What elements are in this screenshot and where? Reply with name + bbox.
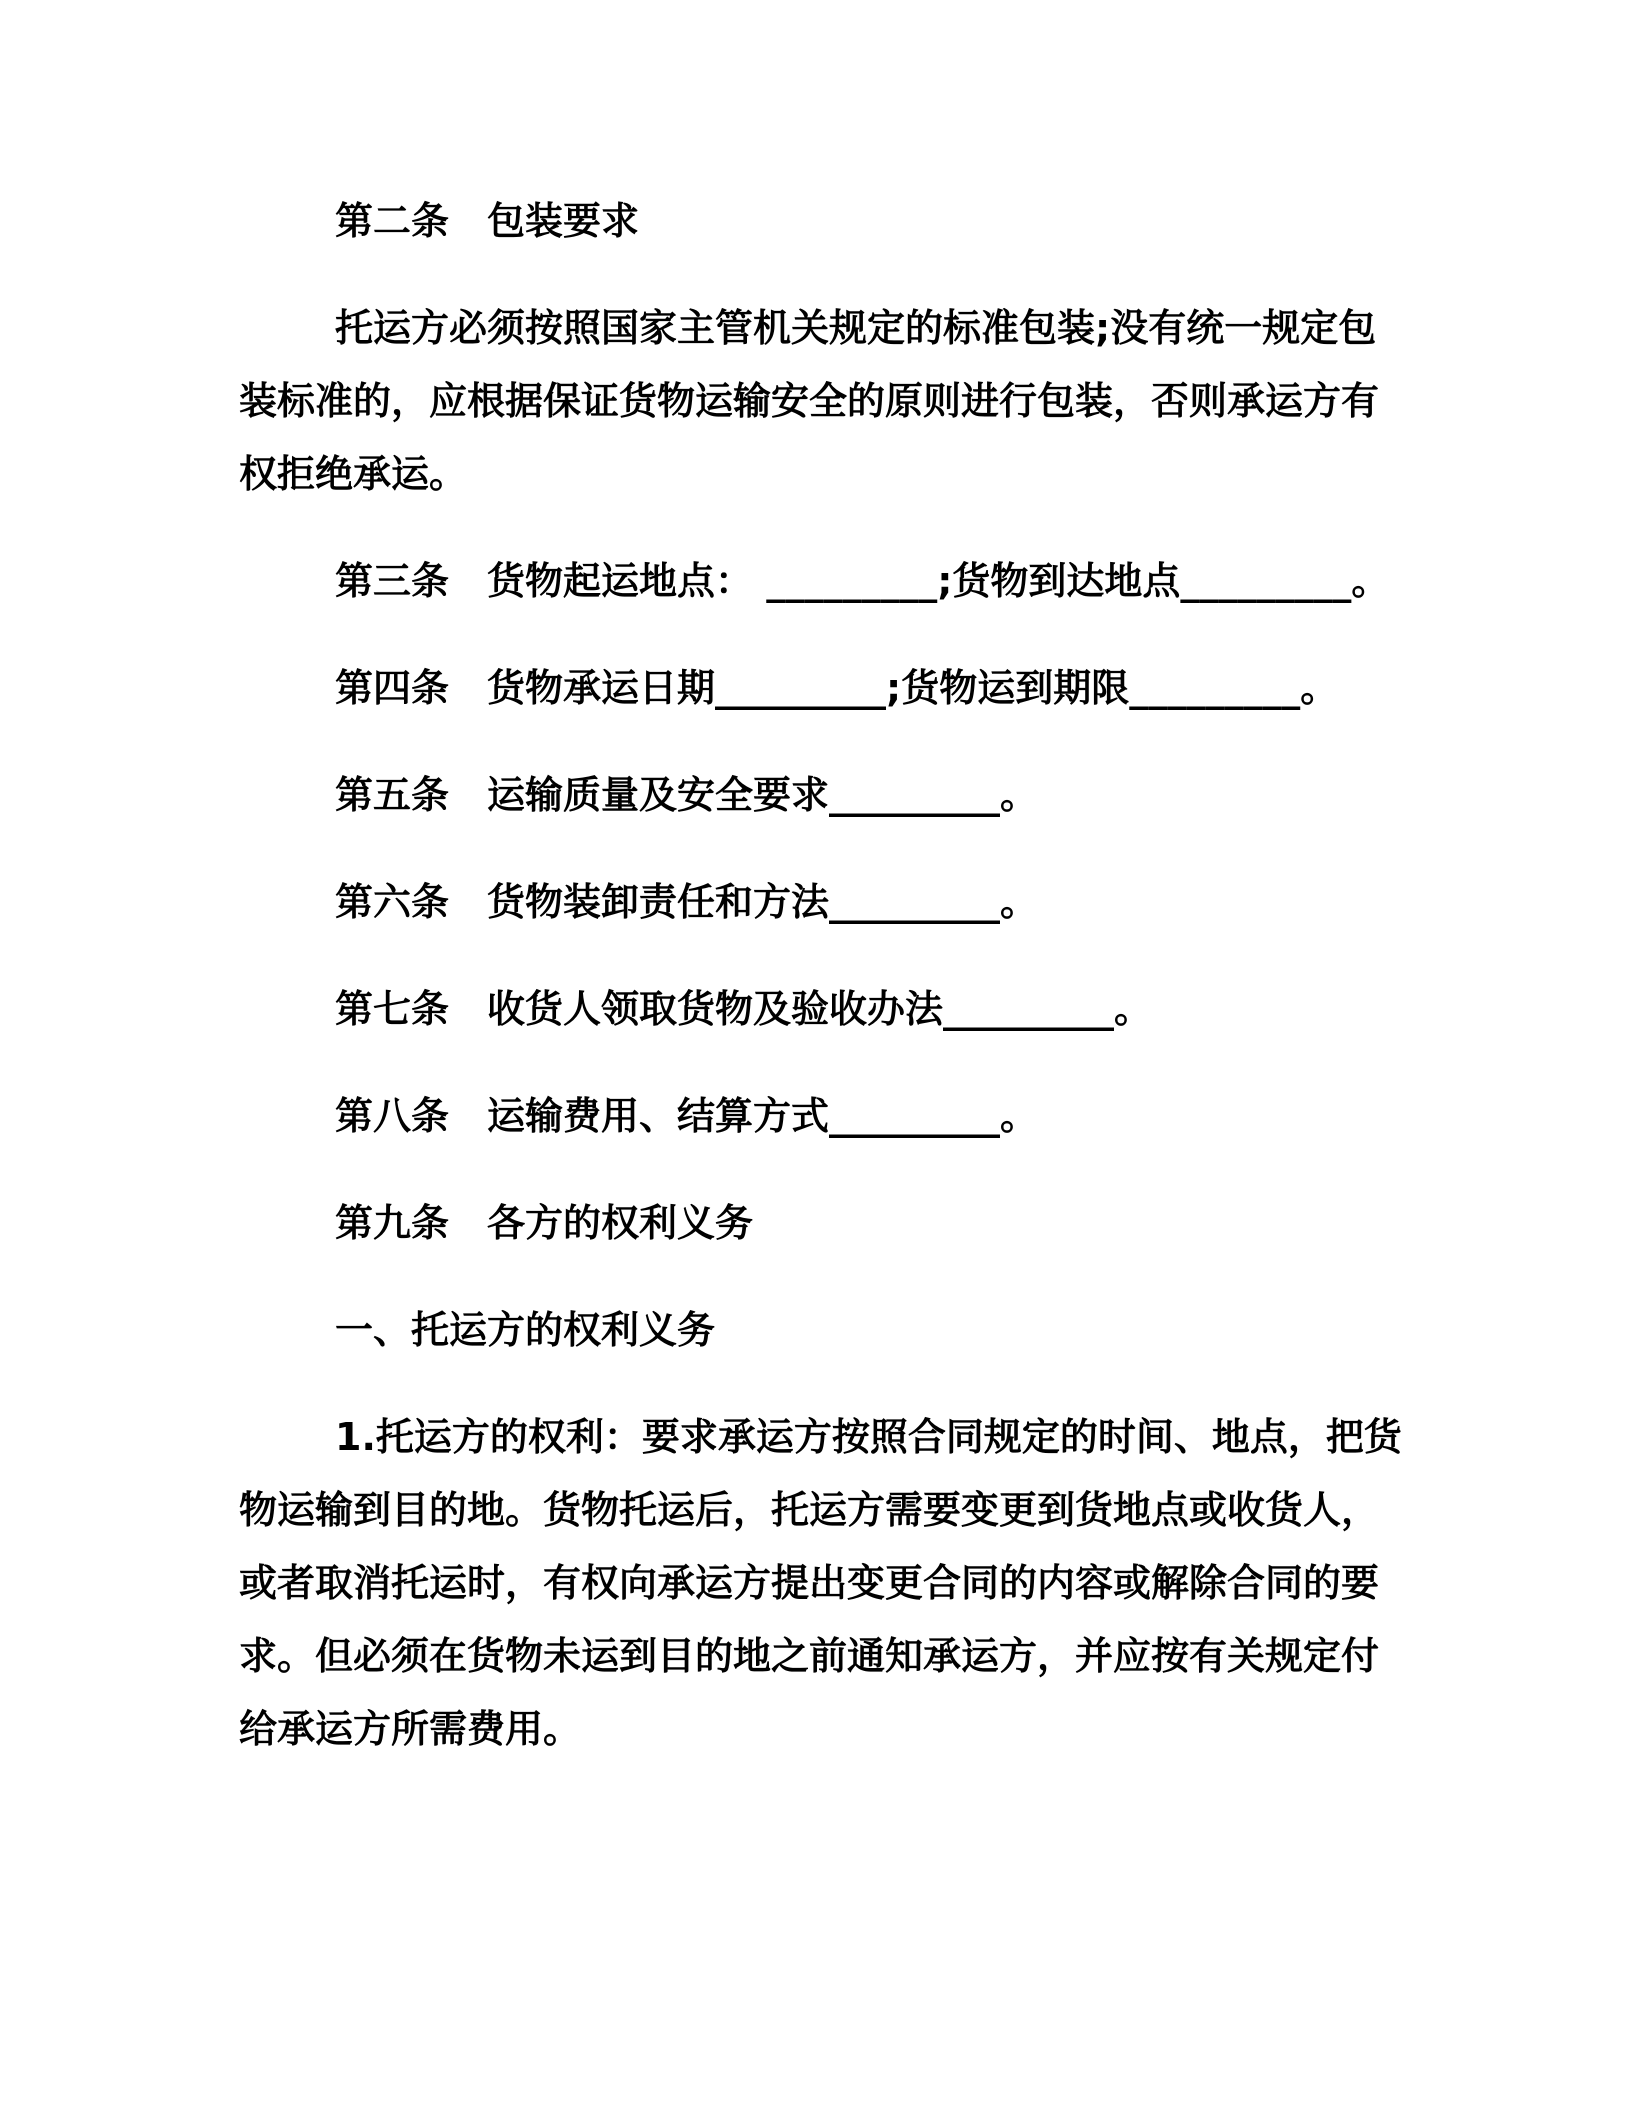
- clause-3: [239, 545, 1399, 618]
- clause-2-title: 第二条 包装要求: [335, 199, 640, 243]
- clause-7-text: 第七条 收货人领取货物及验收办法_________。: [335, 987, 1153, 1031]
- paragraph-line: 托运方必须按照国家主管机关规定的标准包装;没有统一规定包: [335, 306, 1377, 350]
- shipper-rights-paragraph: [239, 1401, 1402, 1766]
- paragraph-line: 或者取消托运时，有权向承运方提出变更合同的内容或解除合同的要: [239, 1561, 1380, 1605]
- contract-text-body: [239, 185, 1402, 1766]
- paragraph-line: 权拒绝承运。: [239, 452, 468, 496]
- clause-4-text: 第四条 货物承运日期_________;货物运到期限_________。: [335, 666, 1339, 710]
- clause-2-heading: [239, 185, 1399, 258]
- paragraph-line: 求。但必须在货物未运到目的地之前通知承运方，并应按有关规定付: [239, 1634, 1380, 1678]
- clause-9-title: 第九条 各方的权利义务: [335, 1201, 754, 1245]
- clause-2-paragraph: [239, 292, 1399, 511]
- clause-7: [239, 973, 1399, 1046]
- clause-6: [239, 866, 1399, 939]
- paragraph-line: 给承运方所需费用。: [239, 1707, 582, 1751]
- clause-8-text: 第八条 运输费用、结算方式_________。: [335, 1094, 1039, 1138]
- clause-5: [239, 759, 1399, 832]
- paragraph-line: 物运输到目的地。货物托运后，托运方需要变更到货地点或收货人，: [239, 1488, 1380, 1532]
- clause-4: [239, 652, 1399, 725]
- clause-6-text: 第六条 货物装卸责任和方法_________。: [335, 880, 1039, 924]
- shipper-rights-subheading: [239, 1294, 1399, 1367]
- clause-8: [239, 1080, 1399, 1153]
- clause-5-text: 第五条 运输质量及安全要求_________。: [335, 773, 1039, 817]
- clause-3-text: 第三条 货物起运地点： _________;货物到达地点_________。: [335, 559, 1390, 603]
- clause-9-heading: [239, 1187, 1399, 1260]
- paragraph-line: 装标准的，应根据保证货物运输安全的原则进行包装，否则承运方有: [239, 379, 1380, 423]
- paragraph-line: 1.托运方的权利：要求承运方按照合同规定的时间、地点，把货: [335, 1415, 1402, 1459]
- subheading-text: 一、托运方的权利义务: [335, 1308, 716, 1352]
